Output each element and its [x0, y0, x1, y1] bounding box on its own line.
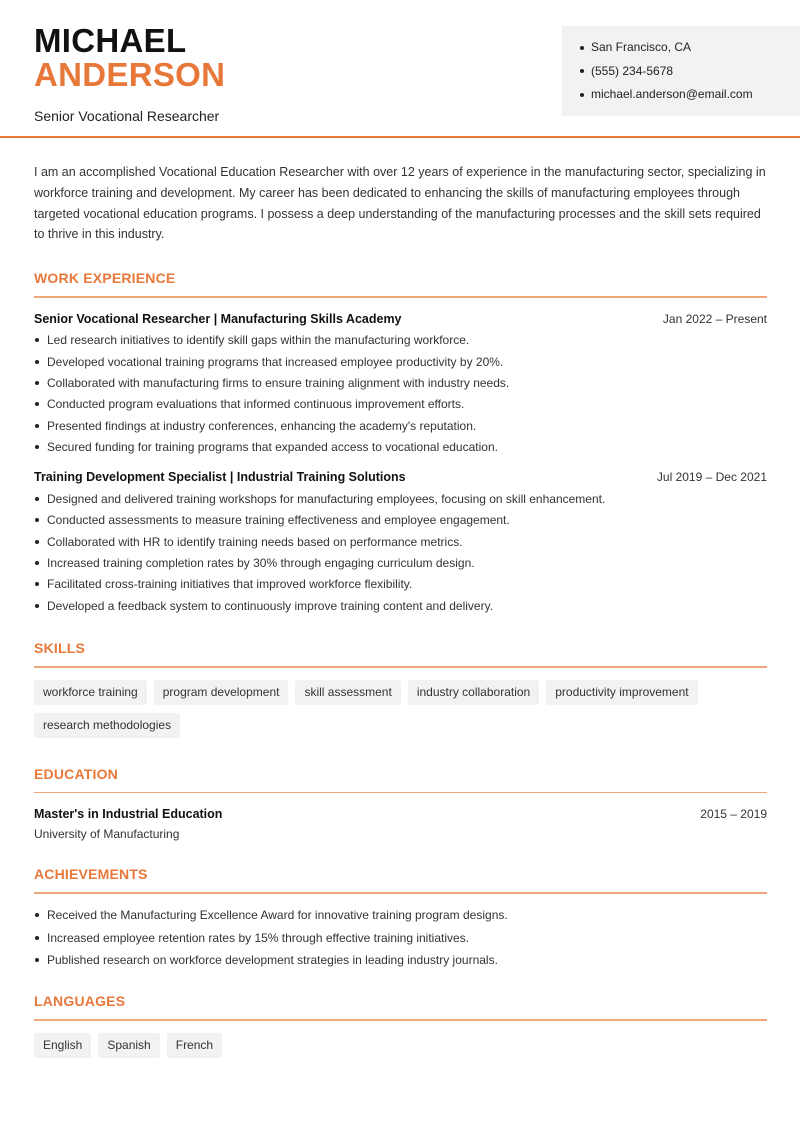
bullet-icon	[35, 958, 39, 962]
skill-tag: research methodologies	[34, 713, 180, 738]
name-block	[34, 24, 225, 124]
bullet-icon	[580, 46, 584, 50]
bullet-icon	[35, 913, 39, 917]
achievements-heading: ACHIEVEMENTS	[34, 866, 148, 883]
contact-email	[580, 83, 800, 107]
work-heading: WORK EXPERIENCE	[34, 270, 176, 287]
skill-tag: industry collaboration	[408, 680, 539, 705]
bullet-icon	[35, 338, 39, 342]
resume-body	[34, 162, 767, 1058]
skill-tag: program development	[154, 680, 289, 705]
list-item: Conducted program evaluations that informed continuous improvement efforts.	[34, 394, 767, 415]
section-divider	[34, 666, 767, 668]
bullet-icon	[35, 540, 39, 544]
summary: I am an accomplished Vocational Education Researcher with over 12 years of experience in the manufacturing sector, specializing in workforce training and development. My career has been dedicated to enhancing the skills of manufacturing employees through targeted vocational education programs. I possess a deep understanding of the manufacturing processes and the skill sets required to thrive in this industry.	[34, 165, 766, 242]
list-item: Collaborated with manufacturing firms to ensure training alignment with industry needs.	[34, 372, 767, 393]
list-item: Increased employee retention rates by 15% through effective training initiatives.	[34, 926, 767, 949]
language-tag: French	[167, 1033, 222, 1058]
education-heading: EDUCATION	[34, 765, 118, 782]
language-tag: English	[34, 1033, 91, 1058]
list-item: Facilitated cross-training initiatives that improved workforce flexibility.	[34, 574, 767, 595]
job-bullets	[34, 330, 767, 458]
bullet-icon	[35, 402, 39, 406]
location-text: San Francisco, CA	[591, 40, 692, 54]
list-item: Increased training completion rates by 30% through engaging curriculum design.	[34, 552, 767, 573]
bullet-icon	[580, 69, 584, 73]
bullet-icon	[35, 936, 39, 940]
job-entry	[34, 470, 767, 616]
section-divider	[34, 1019, 767, 1021]
skills-heading: SKILLS	[34, 640, 85, 657]
section-divider	[34, 892, 767, 894]
bullet-icon	[35, 445, 39, 449]
skills-section	[34, 640, 767, 738]
list-item: Presented findings at industry conferences, enhancing the academy's reputation.	[34, 415, 767, 436]
contact-location	[580, 36, 800, 60]
languages-section	[34, 993, 767, 1058]
skill-tag: productivity improvement	[546, 680, 697, 705]
school: University of Manufacturing	[34, 827, 180, 842]
bullet-icon	[35, 561, 39, 565]
email-text: michael.anderson@email.com	[591, 87, 753, 101]
last-name: ANDERSON	[34, 56, 226, 93]
skill-tag: skill assessment	[295, 680, 400, 705]
list-item: Conducted assessments to measure training effectiveness and employee engagement.	[34, 510, 767, 531]
skills-tags	[34, 680, 767, 738]
education-entry	[34, 807, 767, 841]
bullet-icon	[35, 582, 39, 586]
section-divider	[34, 296, 767, 298]
job-role: Training Development Specialist | Industrial Training Solutions	[34, 470, 406, 485]
job-bullets	[34, 488, 767, 616]
language-tags	[34, 1033, 767, 1058]
first-name: MICHAEL	[34, 22, 187, 59]
education-section	[34, 766, 767, 842]
list-item: Developed vocational training programs that increased employee productivity by 20%.	[34, 351, 767, 372]
bullet-icon	[35, 518, 39, 522]
contact-box	[562, 26, 800, 116]
language-tag: Spanish	[98, 1033, 159, 1058]
achievements-list	[34, 904, 767, 972]
phone-text: (555) 234-5678	[591, 63, 674, 78]
job-dates: Jul 2019 – Dec 2021	[656, 470, 767, 485]
list-item: Developed a feedback system to continuously improve training content and delivery.	[34, 595, 767, 616]
bullet-icon	[35, 381, 39, 385]
contact-phone	[580, 60, 800, 84]
list-item: Led research initiatives to identify skill gaps within the manufacturing workforce.	[34, 330, 767, 351]
languages-heading: LANGUAGES	[34, 993, 126, 1010]
section-divider	[34, 792, 767, 794]
list-item: Received the Manufacturing Excellence Award for innovative training program designs.	[34, 904, 767, 927]
job-title: Senior Vocational Researcher	[34, 108, 220, 124]
bullet-icon	[35, 424, 39, 428]
bullet-icon	[35, 497, 39, 501]
education-dates: 2015 – 2019	[700, 807, 767, 822]
bullet-icon	[35, 604, 39, 608]
degree: Master's in Industrial Education	[34, 807, 223, 822]
achievements-section	[34, 866, 767, 971]
list-item: Secured funding for training programs that expanded access to vocational education.	[34, 436, 767, 457]
bullet-icon	[580, 93, 584, 97]
job-entry	[34, 312, 767, 458]
list-item: Collaborated with HR to identify training needs based on performance metrics.	[34, 531, 767, 552]
work-section	[34, 270, 767, 616]
skill-tag: workforce training	[34, 680, 147, 705]
job-dates: Jan 2022 – Present	[662, 311, 767, 326]
job-role: Senior Vocational Researcher | Manufacturing Skills Academy	[34, 311, 402, 326]
resume-header	[0, 0, 800, 138]
list-item: Published research on workforce development strategies in leading industry journals.	[34, 949, 767, 972]
bullet-icon	[35, 360, 39, 364]
list-item: Designed and delivered training workshops for manufacturing employees, focusing on skill enhancement.	[34, 488, 767, 509]
